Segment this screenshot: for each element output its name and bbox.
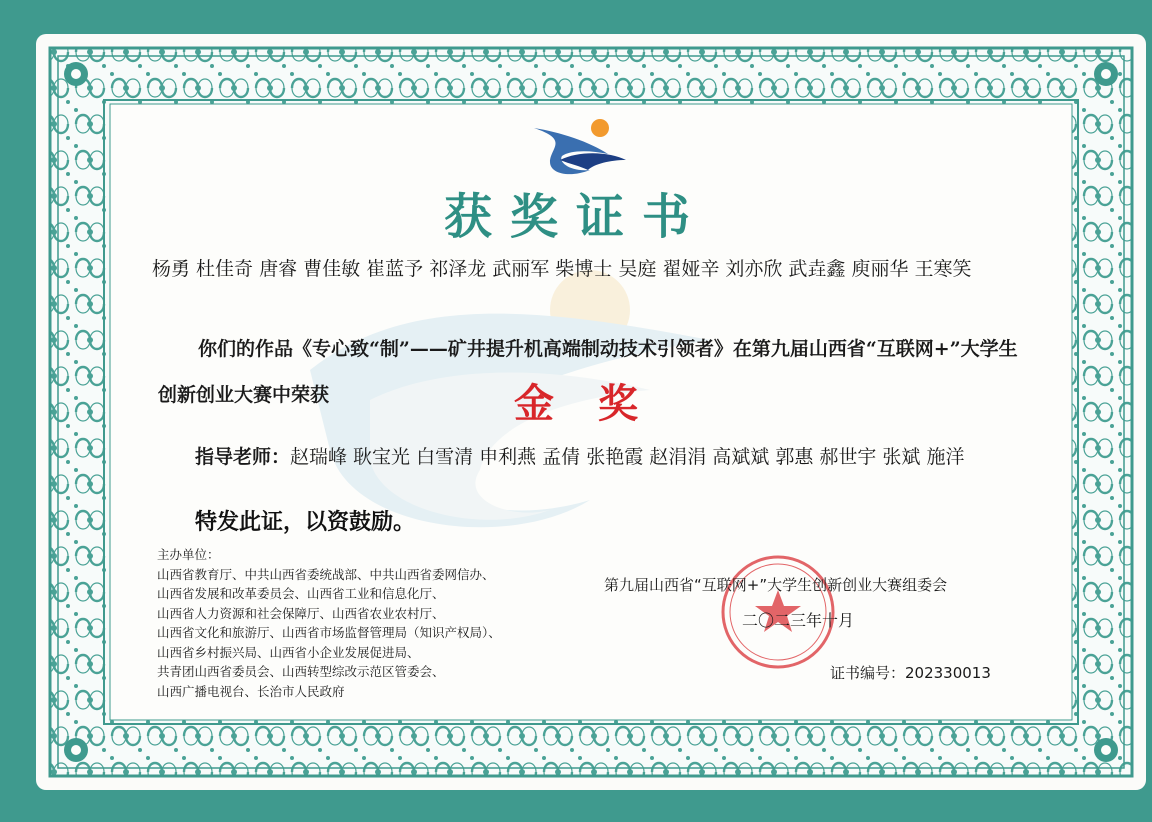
sponsor-line: 山西省人力资源和社会保障厅、山西省农业农村厅、	[157, 605, 445, 621]
sponsors-block	[157, 545, 501, 701]
sponsor-line: 山西省教育厅、中共山西省委统战部、中共山西省委网信办、	[157, 566, 495, 582]
competition-logo	[530, 116, 630, 182]
advisors-line	[195, 442, 964, 469]
sponsor-line: 山西省发展和改革委员会、山西省工业和信息化厅、	[157, 586, 445, 601]
award-level: 金奖	[514, 380, 682, 427]
certificate-number: 证书编号：202330013	[830, 664, 991, 682]
issue-date: 二〇二三年十月	[742, 611, 855, 630]
closing-statement: 特发此证，以资鼓励。	[195, 509, 416, 535]
certificate-title: 获奖证书	[443, 189, 708, 245]
sponsor-line: 共青团山西省委员会、山西转型综改示范区管委会、	[157, 664, 445, 679]
sponsor-line: 山西广播电视台、长治市人民政府	[157, 683, 345, 699]
advisors-label: 指导老师：	[195, 446, 291, 468]
organizing-committee: 第九届山西省“互联网+”大学生创新创业大赛组委会	[604, 576, 948, 594]
team-members: 杨勇 杜佳奇 唐睿 曹佳敏 崔蓝予 祁泽龙 武丽军 柴博士 吴庭 翟娅辛 刘亦欣 武垚鑫 庾丽华 王寒笑	[152, 258, 972, 280]
sponsor-line: 山西省文化和旅游厅、山西省市场监督管理局（知识产权局）、	[157, 625, 501, 640]
sponsor-line: 山西省乡村振兴局、山西省小企业发展促进局、	[157, 644, 420, 660]
advisors-names: 赵瑞峰 耿宝光 白雪清 申利燕 孟倩 张艳霞 赵涓涓 高斌斌 郭惠 郝世宇 张斌 施洋	[290, 446, 965, 468]
award-description: 你们的作品《专心致“制”——矿井提升机高端制动技术引领者》在第九届山西省“互联网+”大学生创新创业大赛中荣获	[158, 338, 1018, 406]
sponsors-label: 主办单位：	[157, 547, 220, 562]
